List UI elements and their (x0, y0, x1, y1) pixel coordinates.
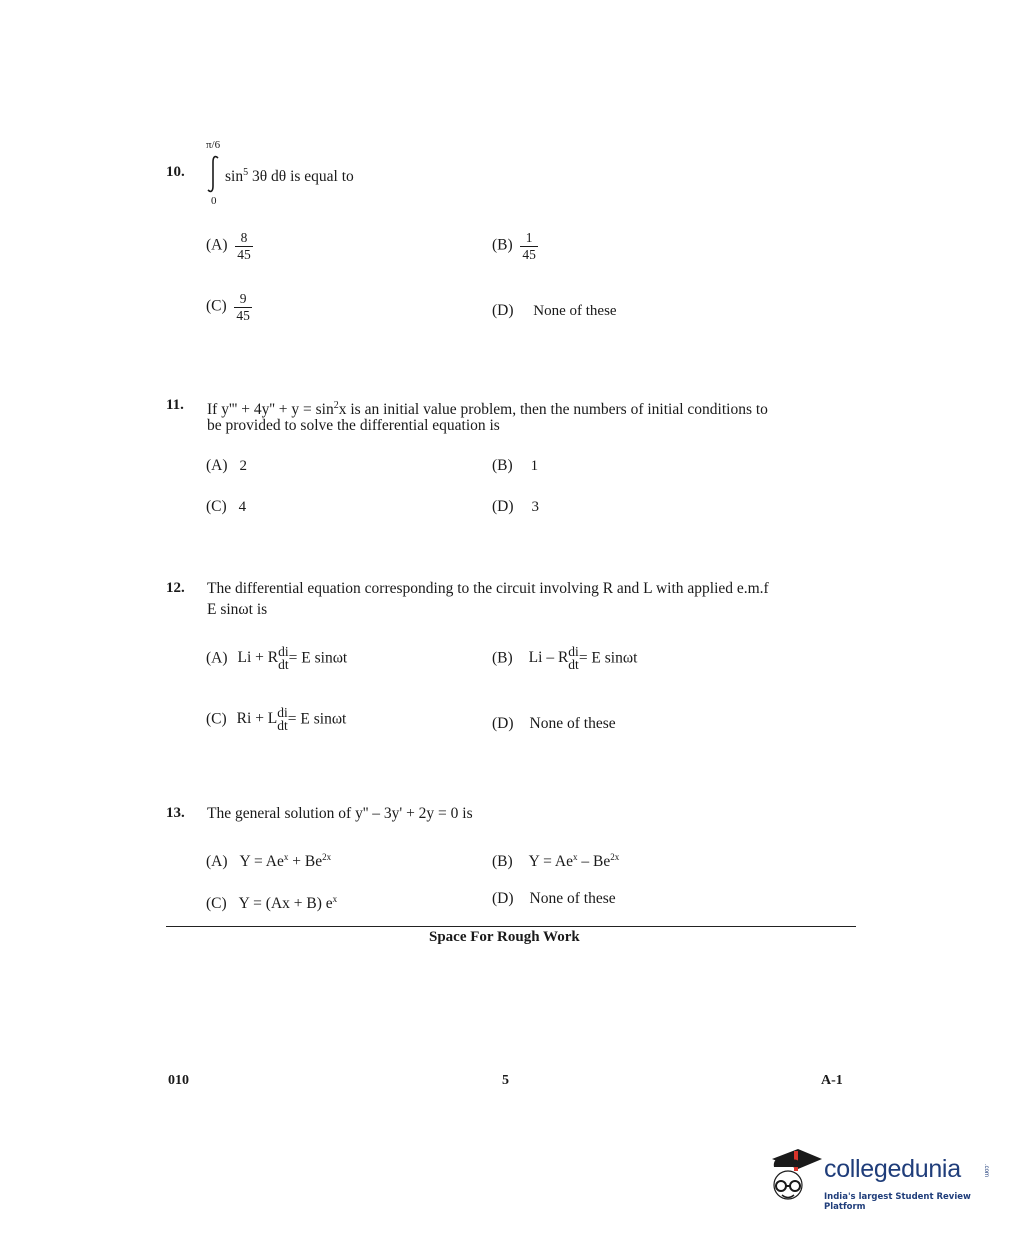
question-text-line-1: If $y''' + 4y'' + y = \sin^2x$ is an initial value problem, then the numbers of initial conditions to (207, 400, 768, 419)
logo-tagline: India's largest Student Review Platform (824, 1192, 971, 1212)
integral-upper-limit: π/6 (206, 139, 221, 151)
footer-series: A-1 (821, 1073, 843, 1088)
option-b[interactable]: (B) $Y = Ae^x - Be^{2x}$ (492, 852, 620, 871)
option-c[interactable]: (C) 4 (206, 498, 247, 515)
option-label: (C) (206, 297, 227, 315)
option-b[interactable]: (B) 1 (492, 457, 539, 474)
fraction: $\frac{8}{45}$ (237, 230, 251, 262)
option-b[interactable]: (B) Li – R di dt = E sinωt (492, 644, 638, 672)
question-number: 10. (166, 164, 185, 180)
question-text: $\sin^5 3\theta$ dθ is equal to (225, 167, 354, 186)
fraction: $\frac{1}{45}$ (522, 230, 536, 262)
divider (166, 926, 856, 927)
page-number: 5 (502, 1073, 509, 1088)
derivative: di dt (277, 705, 288, 733)
rough-work-label: Space For Rough Work (429, 929, 580, 945)
option-d[interactable]: (D) None of these (492, 715, 616, 732)
option-c[interactable]: (C) Y = (Ax + B) $e^x$ (206, 894, 338, 913)
option-b[interactable] (492, 231, 538, 261)
option-label: (A) (206, 236, 228, 254)
derivative: di dt (568, 644, 579, 672)
option-text: None of these (533, 303, 617, 319)
option-label: (B) (492, 236, 513, 254)
question-number: 13. (166, 805, 185, 821)
mascot-icon (766, 1145, 824, 1207)
option-a[interactable] (206, 231, 253, 261)
question-text: The general solution of y'' – 3y' + 2y = 0 is (207, 805, 473, 822)
logo-suffix: .com (983, 1164, 989, 1178)
footer-code: 010 (168, 1073, 189, 1088)
fraction: $\frac{9}{45}$ (236, 291, 250, 323)
integral-sign-icon (206, 155, 222, 193)
option-d[interactable]: (D) 3 (492, 498, 540, 515)
option-d[interactable]: (D) None of these (492, 890, 616, 907)
collegedunia-logo[interactable] (766, 1145, 996, 1215)
question-number: 11. (166, 397, 184, 413)
option-a[interactable]: (A) Li + R di dt = E sinωt (206, 644, 348, 672)
option-c[interactable] (206, 292, 252, 322)
option-a[interactable]: (A) $Y = Ae^x + Be^{2x}$ (206, 852, 332, 871)
question-number: 12. (166, 580, 185, 596)
option-a[interactable]: (A) 2 (206, 457, 248, 474)
question-text-line-1: The differential equation corresponding to the circuit involving R and L with applied e.m.f (207, 580, 769, 597)
question-text-line-2: be provided to solve the differential equation is (207, 417, 500, 434)
logo-wordmark: collegedunia (824, 1155, 961, 1183)
option-d[interactable] (492, 302, 617, 320)
option-label: (D) (492, 302, 514, 319)
integral-lower-limit: 0 (211, 195, 217, 207)
derivative: di dt (278, 644, 289, 672)
option-c[interactable]: (C) Ri + L di dt = E sinωt (206, 705, 347, 733)
question-text-line-2: E sinωt is (207, 601, 268, 618)
